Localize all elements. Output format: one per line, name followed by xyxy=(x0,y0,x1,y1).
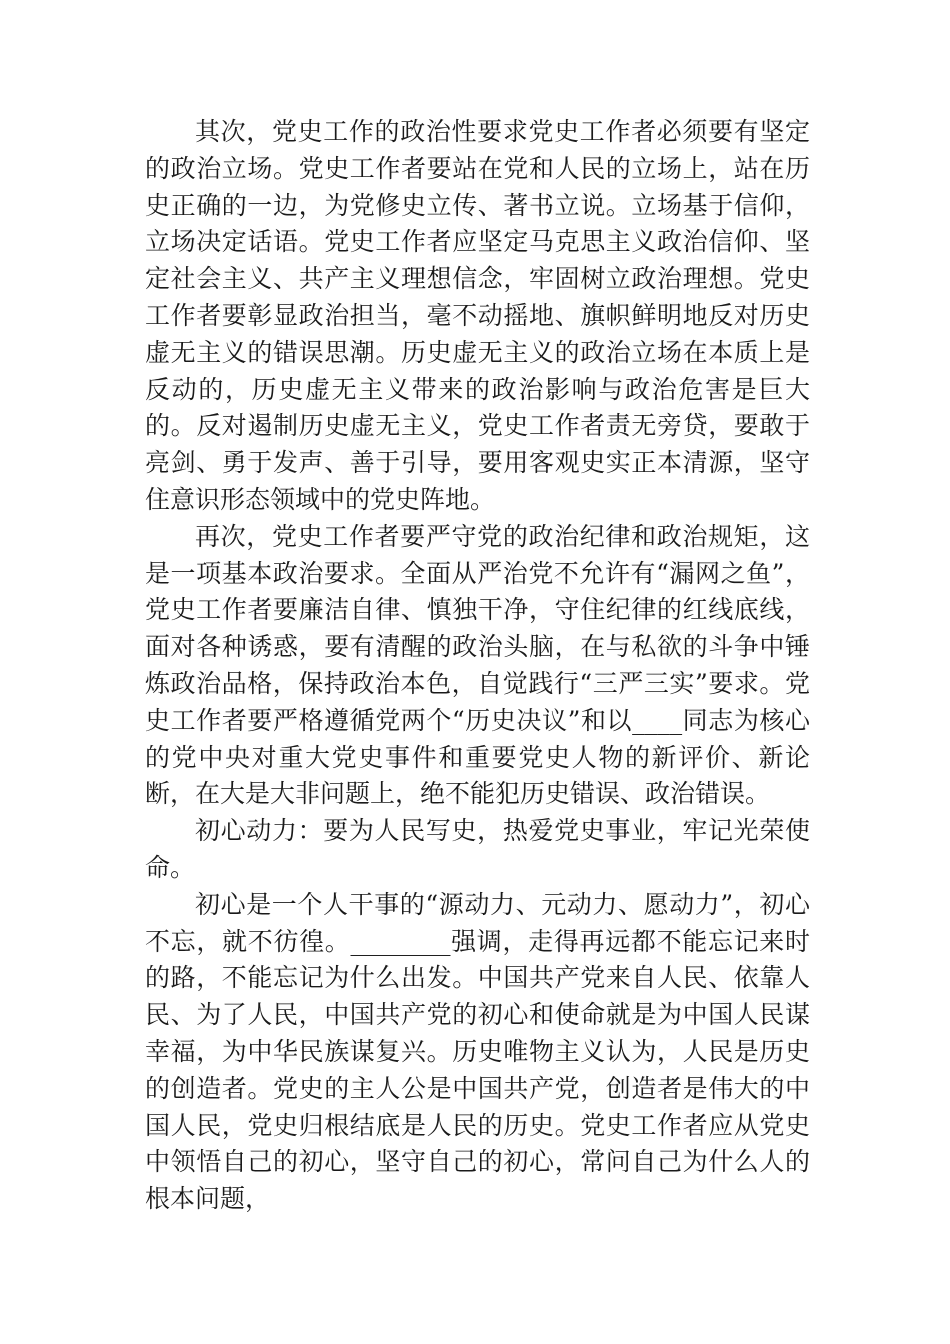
section-heading-original-motivation: 初心动力：要为人民写史，热爱党史事业，牢记光荣使命。 xyxy=(145,816,810,882)
paragraph-political-discipline: 再次，党史工作者要严守党的政治纪律和政治规矩，这是一项基本政治要求。全面从严治党不允许有“漏网之鱼”，党史工作者要廉洁自律、慎独干净，守住纪律的红线底线，面对各种诱惑，要有清醒的政治头脑，在与私欲的斗争中锤炼政治品格，保持政治本色，自觉践行“三严三实”要求。党史工作者要严格遵循党两个“历史决议”和以____同志为核心的党中央对重大党史事件和重要党史人物的新评价、新论断，在大是大非问题上，绝不能犯历史错误、政治错误。 xyxy=(145,521,810,809)
paragraph-original-aspiration: 初心是一个人干事的“源动力、元动力、愿动力”，初心不忘，就不彷徨。________强调，走得再远都不能忘记来时的路，不能忘记为什么出发。中国共产党来自人民、依靠人民、为了人民，中国共产党的初心和使命就是为中国人民谋幸福，为中华民族谋复兴。历史唯物主义认为，人民是历史的创造者。党史的主人公是中国共产党，创造者是伟大的中国人民，党史归根结底是人民的历史。党史工作者应从党史中领悟自己的初心，坚守自己的初心，常问自己为什么人的根本问题， xyxy=(145,889,810,1214)
paragraph-political-stance: 其次，党史工作的政治性要求党史工作者必须要有坚定的政治立场。党史工作者要站在党和人民的立场上，站在历史正确的一边，为党修史立传、著书立说。立场基于信仰，立场决定话语。党史工作者应坚定马克思主义政治信仰、坚定社会主义、共产主义理想信念，牢固树立政治理想。党史工作者要彰显政治担当，毫不动摇地、旗帜鲜明地反对历史虚无主义的错误思潮。历史虚无主义的政治立场在本质上是反动的，历史虚无主义带来的政治影响与政治危害是巨大的。反对遏制历史虚无主义，党史工作者责无旁贷，要敢于亮剑、勇于发声、善于引导，要用客观史实正本清源，坚守住意识形态领域中的党史阵地。 xyxy=(145,117,810,514)
document-page xyxy=(145,114,810,1218)
